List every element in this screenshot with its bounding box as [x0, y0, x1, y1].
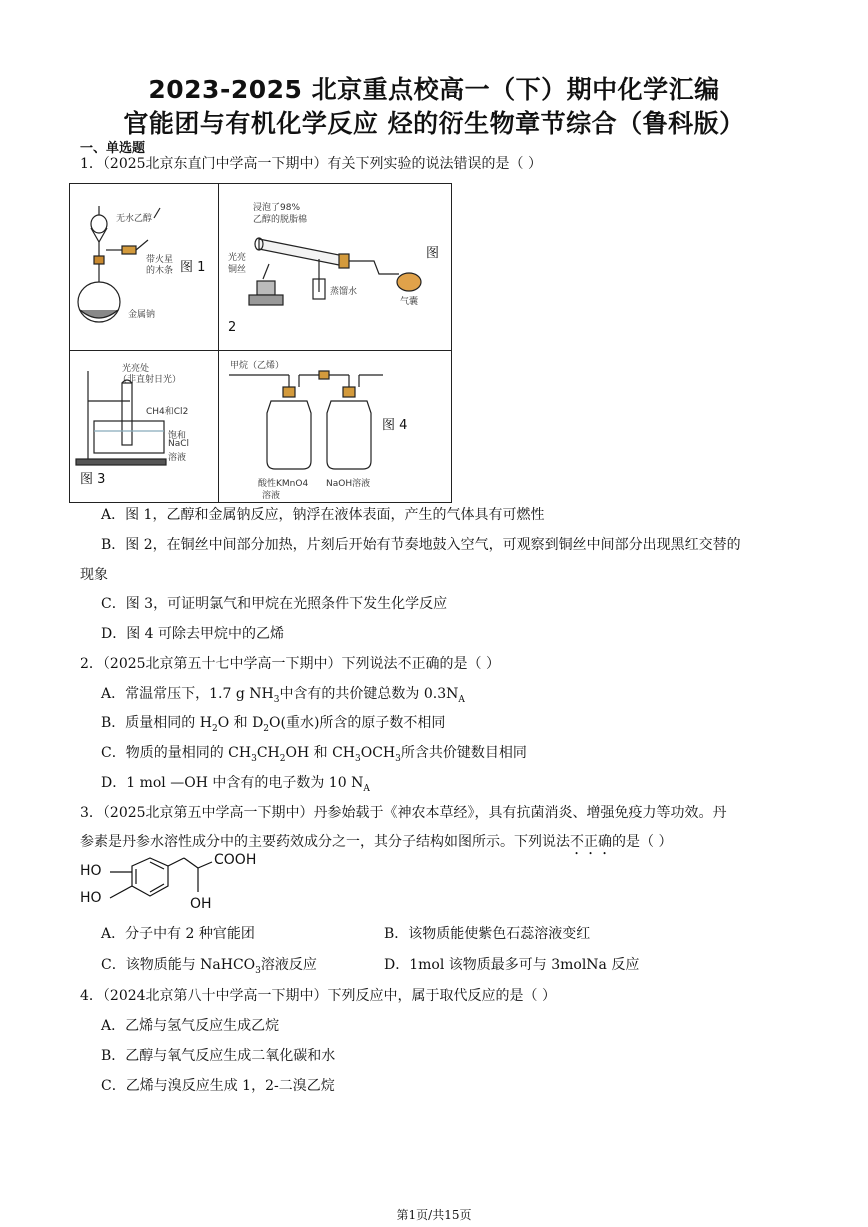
q3-option-a: A．分子中有 2 种官能团: [101, 926, 255, 942]
fig3-label: 图 3: [80, 472, 106, 487]
fig2-tag-1: 乙醇的脱脂棉: [253, 215, 308, 225]
fig3-tag-4: NaCl: [168, 439, 190, 449]
fig1-tag-0: 无水乙醇: [116, 214, 153, 224]
fig3-tag-0: 光亮处: [122, 364, 150, 374]
fig1-tag-1: 带火星: [146, 255, 174, 265]
q4-option-c: C．乙烯与溴反应生成 1，2-二溴乙烷: [101, 1078, 335, 1094]
fig2-tag-4: 蒸馏水: [330, 287, 358, 297]
fig3-tag-1: （非直射日光）: [118, 375, 182, 385]
fig2-tag-0: 浸泡了98%: [253, 203, 301, 213]
mol-label-ho-bottom: HO: [80, 890, 102, 906]
fig2-label-b: 2: [228, 320, 237, 335]
q3-stem-line2: 参素是丹参水溶性成分中的主要药效成分之一，其分子结构如图所示。下列说法不正确的是（ ）: [80, 834, 673, 850]
mol-label-oh: OH: [190, 896, 212, 912]
q3-option-c: C．该物质能与 NaHCO$_3$溶液反应: [101, 957, 317, 976]
q1-option-d: D．图 4 可除去甲烷中的乙烯: [101, 626, 285, 642]
q2-option-c: C．物质的量相同的 $CH_3CH_2OH$ 和 $CH_3OCH_3$所含共价键数目相同: [101, 745, 527, 764]
mol-label-cooh: COOH: [214, 852, 257, 868]
q1-figure: [69, 183, 452, 503]
fig2-tag-3: 铜丝: [228, 265, 247, 275]
q3-molecule-structure: [80, 852, 280, 918]
q4-option-a: A．乙烯与氢气反应生成乙烷: [101, 1018, 280, 1034]
q1-stem: 1．（2025北京东直门中学高一下期中）有关下列实验的说法错误的是（ ）: [80, 156, 542, 172]
fig4-tag-2: 溶液: [262, 491, 281, 501]
q2-option-d: D．1 mol —OH 中含有的电子数为 10 $N_A$: [101, 775, 370, 794]
q1-option-a: A．图 1，乙醇和金属钠反应，钠浮在液体表面，产生的气体具有可燃性: [101, 507, 545, 523]
q3-stem-line1: 3．（2025北京第五中学高一下期中）丹参始载于《神农本草经》，具有抗菌消炎、增强免疫力等功效。丹: [80, 805, 727, 821]
q1-option-c: C．图 3，可证明氯气和甲烷在光照条件下发生化学反应: [101, 596, 448, 612]
fig1-tag-3: 金属钠: [128, 310, 156, 320]
q4-option-b: B．乙醇与氧气反应生成二氧化碳和水: [101, 1048, 336, 1064]
fig4-tag-3: NaOH溶液: [326, 479, 371, 489]
q2-option-b: B．质量相同的 $H_2O$ 和 $D_2O$(重水)所含的原子数不相同: [101, 715, 446, 734]
fig4-label: 图 4: [382, 418, 408, 433]
fig3-tag-5: 溶液: [168, 453, 187, 463]
mol-label-ho-top: HO: [80, 863, 102, 879]
q2-stem: 2．（2025北京第五十七中学高一下期中）下列说法不正确的是（ ）: [80, 656, 500, 672]
doc-title-line1: 2023-2025 北京重点校高一（下）期中化学汇编: [148, 75, 720, 104]
q3-option-d: D．1mol 该物质最多可与 3molNa 反应: [384, 957, 640, 973]
fig2-tag-5: 气囊: [400, 297, 419, 307]
q1-option-b: B．图 2，在铜丝中间部分加热，片刻后开始有节奏地鼓入空气，可观察到铜丝中间部分出现黑红交替的: [101, 537, 741, 553]
fig1-tag-2: 的木条: [146, 266, 174, 276]
fig3-tag-3: 饱和: [168, 431, 187, 441]
q1-option-b-cont: 现象: [80, 567, 108, 583]
q2-option-a: A．常温常压下，1.7 g $NH_3$中含有的共价键总数为 $0.3N_A$: [101, 686, 465, 705]
fig1-label: 图 1: [180, 260, 206, 275]
fig4-tag-1: 酸性KMnO4: [258, 479, 309, 489]
fig2-tag-2: 光亮: [228, 253, 247, 263]
section-heading: 一、单选题: [80, 141, 146, 156]
fig3-tag-2: CH4和Cl2: [146, 407, 189, 417]
page-footer: 第1页/共15页: [396, 1208, 472, 1222]
doc-title-line2: 官能团与有机化学反应 烃的衍生物章节综合（鲁科版）: [123, 109, 745, 138]
fig2-label-a: 图: [426, 246, 440, 261]
q4-stem: 4．（2024北京第八十中学高一下期中）下列反应中，属于取代反应的是（ ）: [80, 988, 556, 1004]
fig4-tag-0: 甲烷（乙烯）: [230, 361, 285, 371]
q3-option-b: B．该物质能使紫色石蕊溶液变红: [384, 926, 591, 942]
